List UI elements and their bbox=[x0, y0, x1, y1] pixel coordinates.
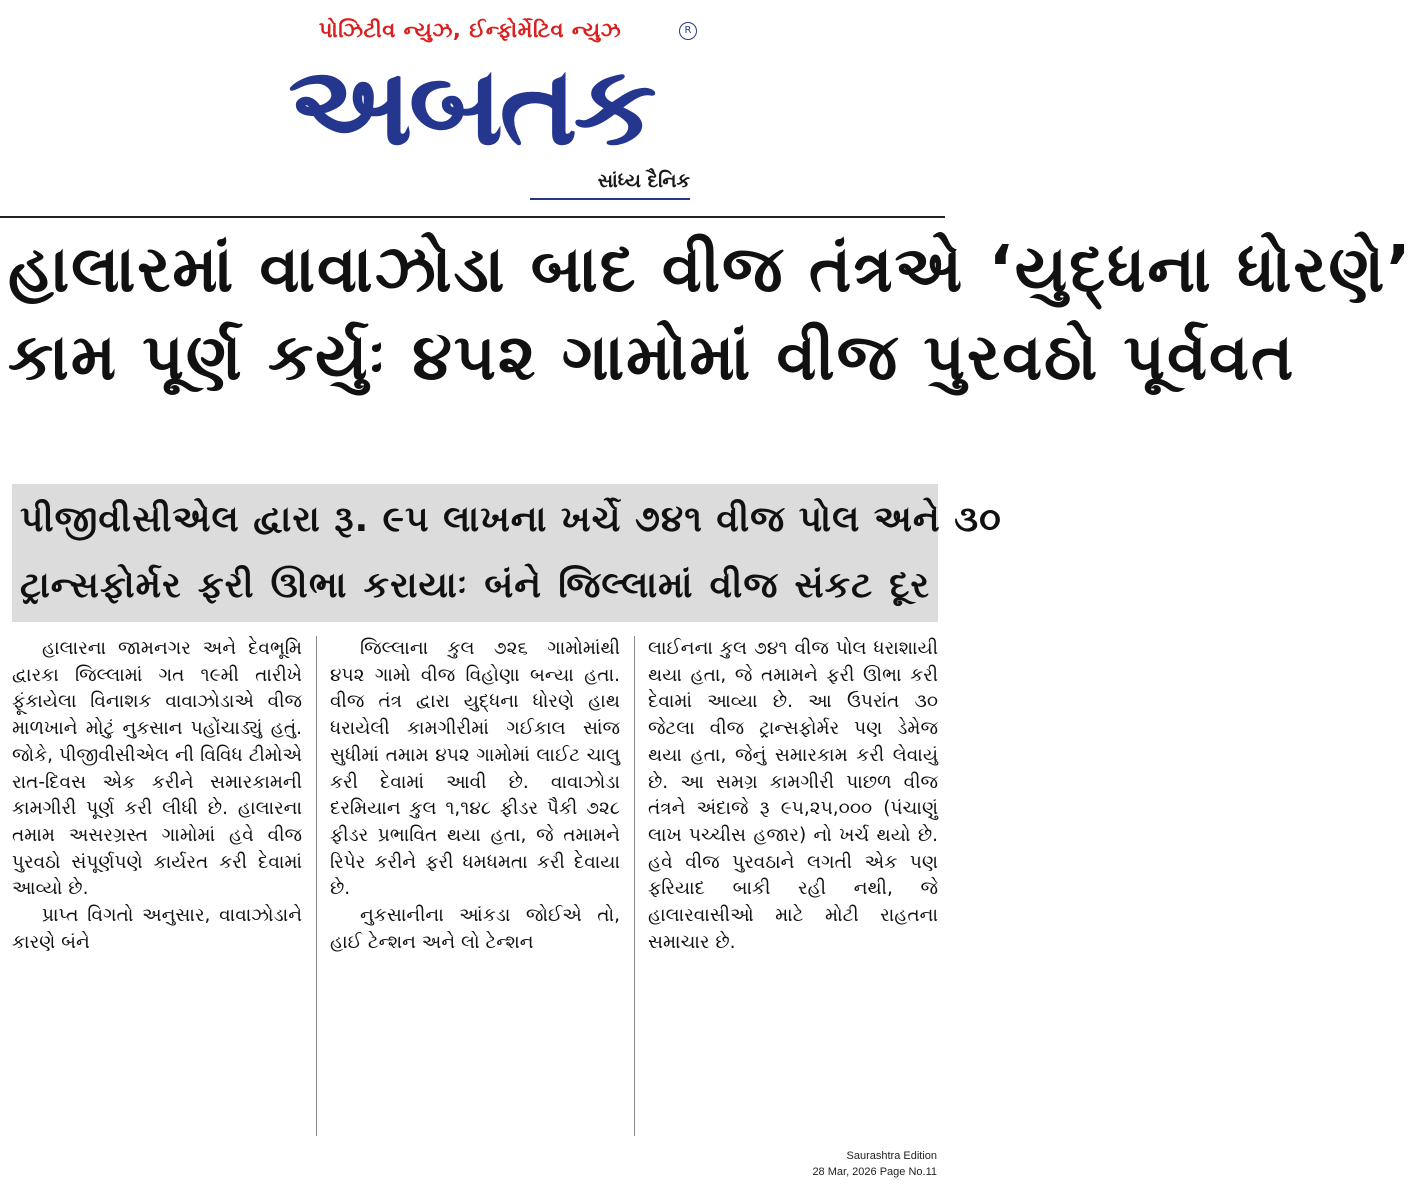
masthead-subtitle: સાંધ્ય દૈનિક bbox=[597, 170, 690, 192]
headline bbox=[8, 226, 1413, 402]
paragraph: લાઈનના કુલ ૭૪૧ વીજ પોલ ધરાશાયી થયા હતા, જે તમામને ફરી ઊભા કરી દેવામાં આવ્યા છે. આ ઉપરાંત ૩૦ જેટલા વીજ ટ્રાન્સફોર્મર પણ ડેમેજ થયા હતા, જેનું સમારકામ કરી લેવાયું છે. આ સમગ્ર કામગીરી પાછળ વીજ તંત્રને અંદાજે રૂ ૯૫,૨૫,૦૦૦ (પંચાણું લાખ પચ્ચીસ હજાર) નો ખર્ચ થયો છે. હવે વીજ પુરવઠાને લગતી એક પણ ફરિયાદ બાકી રહી નથી, જે હાલારવાસીઓ માટે મોટી રાહતના સમાચાર છે. bbox=[648, 638, 938, 953]
registered-trademark-icon: R bbox=[679, 22, 697, 40]
newspaper-logo: અબતક bbox=[288, 42, 653, 170]
column-divider bbox=[634, 636, 635, 1136]
paragraph: નુકસાનીના આંકડા જોઈએ તો, હાઈ ટેન્શન અને લો ટેન્શન bbox=[330, 905, 620, 953]
date-page-label: 28 Mar, 2026 Page No.11 bbox=[812, 1166, 937, 1178]
article-column-3 bbox=[648, 636, 938, 1136]
column-divider bbox=[316, 636, 317, 1136]
subheadline-line-1: પીજીવીસીએલ દ્વારા રૂ. ૯૫ લાખના ખર્ચે ૭૪૧ વીજ પોલ અને ૩૦ bbox=[20, 499, 1002, 540]
article-column-2 bbox=[330, 636, 620, 1136]
subheadline-line-2: ટ્રાન્સફોર્મર ફરી ઊભા કરાયાઃ બંને જિલ્લામાં વીજ સંકટ દૂર bbox=[20, 565, 930, 606]
masthead bbox=[0, 0, 945, 210]
subheadline-band bbox=[12, 484, 1002, 622]
masthead-tagline: પોઝિટીવ ન્યુઝ, ઈન્ફોર્મેટિવ ન્યુઝ bbox=[318, 18, 622, 42]
article-column-1 bbox=[12, 636, 302, 1136]
subtitle-underline bbox=[530, 198, 690, 200]
paragraph: હાલારના જામનગર અને દેવભૂમિ દ્વારકા જિલ્લામાં ગત ૧૯મી તારીખે ફૂંકાયેલા વિનાશક વાવાઝોડાએ વીજ માળખાને મોટું નુકસાન પહોંચાડ્યું હતું. જોકે, પીજીવીસીએલ ની વિવિધ ટીમોએ રાત-દિવસ એક કરીને સમારકામની કામગીરી પૂર્ણ કરી લીધી છે. હાલારના તમામ અસરગ્રસ્ત ગામોમાં હવે વીજ પુરવઠો સંપૂર્ણપણે કાર્યરત કરી દેવામાં આવ્યો છે. bbox=[12, 638, 302, 900]
masthead-divider bbox=[0, 216, 945, 218]
headline-line-2: કામ પૂર્ણ કર્યુઃ ૪૫૨ ગામોમાં વીજ પુરવઠો પૂર્વવત bbox=[8, 321, 1296, 395]
page-footer bbox=[812, 1148, 937, 1180]
headline-line-1: હાલારમાં વાવાઝોડા બાદ વીજ તંત્રએ ‘યુદ્ધના ધોરણે’ bbox=[8, 233, 1413, 307]
edition-label: Saurashtra Edition bbox=[846, 1150, 937, 1162]
paragraph: જિલ્લાના કુલ ૭૨૬ ગામોમાંથી ૪૫૨ ગામો વીજ વિહોણા બન્યા હતા. વીજ તંત્ર દ્વારા યુદ્ધના ધોરણે હાથ ધરાયેલી કામગીરીમાં ગઈકાલ સાંજ સુધીમાં તમામ ૪૫૨ ગામોમાં લાઈટ ચાલુ કરી દેવામાં આવી છે. વાવાઝોડા દરમિયાન કુલ ૧,૧૪૮ ફીડર પૈકી ૭૨૮ ફીડર પ્રભાવિત થયા હતા, જે તમામને રિપેર કરીને ફરી ધમધમતા કરી દેવાયા છે. bbox=[330, 638, 620, 900]
paragraph: પ્રાપ્ત વિગતો અનુસાર, વાવાઝોડાને કારણે બંને bbox=[12, 905, 302, 953]
article-body bbox=[12, 636, 938, 1136]
